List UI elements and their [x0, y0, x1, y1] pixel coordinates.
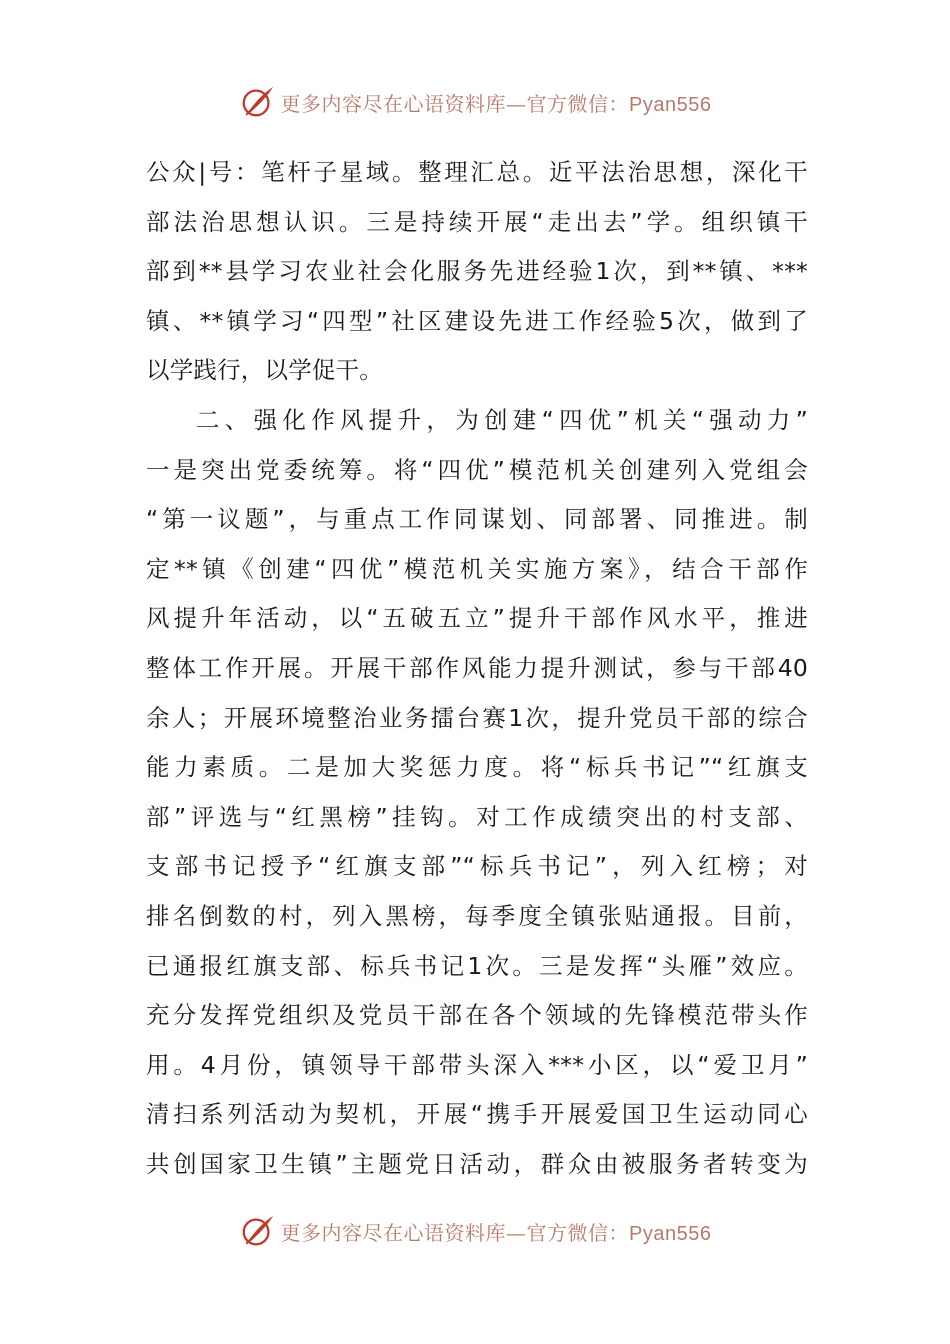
quill-logo-icon: [239, 1212, 277, 1250]
quill-logo-icon: [239, 83, 277, 121]
body-line: 整体工作开展。开展干部作风能力提升测试，参与干部40: [146, 653, 808, 682]
section-heading: 二、强化作风提升，为创建“四优”机关“强动力”: [196, 405, 808, 434]
body-line: 部”评选与“红黑榜”挂钩。对工作成绩突出的村支部、: [146, 802, 808, 831]
body-line: 镇、**镇学习“四型”社区建设先进工作经验5次，做到了: [146, 306, 808, 335]
header-banner-inner: [239, 83, 712, 121]
body-line: 共创国家卫生镇”主题党日活动，群众由被服务者转变为: [146, 1149, 808, 1178]
footer-banner: [0, 1211, 950, 1251]
document-body: [146, 148, 808, 1189]
body-line: 已通报红旗支部、标兵书记1次。三是发挥“头雁”效应。: [146, 951, 808, 980]
body-line: 定**镇《创建“四优”模范机关实施方案》，结合干部作: [146, 554, 808, 583]
body-line: 以学践行，以学促干。: [146, 356, 383, 385]
body-line: 排名倒数的村，列入黑榜，每季度全镇张贴通报。目前，: [146, 901, 808, 930]
footer-banner-inner: [239, 1212, 712, 1250]
body-line: 能力素质。二是加大奖惩力度。将“标兵书记”“红旗支: [146, 753, 808, 782]
header-banner-text: [281, 88, 712, 117]
body-line: 一是突出党委统筹。将“四优”模范机关创建列入党组会: [146, 455, 808, 484]
footer-banner-text: [281, 1217, 712, 1246]
body-line: 充分发挥党组织及党员干部在各个领域的先锋模范带头作: [146, 1001, 808, 1030]
header-banner: [0, 82, 950, 122]
body-line: “第一议题”，与重点工作同谋划、同部署、同推进。制: [146, 505, 808, 534]
body-line: 公众|号：笔杆子星域。整理汇总。近平法治思想，深化干: [146, 158, 808, 186]
footer-banner-id: Pyan556: [629, 1222, 712, 1245]
body-line: 余人；开展环境整治业务擂台赛1次，提升党员干部的综合: [146, 703, 808, 732]
header-banner-id: Pyan556: [629, 93, 712, 116]
body-line: 风提升年活动，以“五破五立”提升干部作风水平，推进: [146, 604, 808, 633]
body-line: 用。4月份，镇领导干部带头深入***小区，以“爱卫月”: [146, 1050, 808, 1079]
body-line: 支部书记授予“红旗支部”“标兵书记”，列入红榜；对: [146, 852, 808, 881]
footer-banner-label: 更多内容尽在心语资料库—官方微信：: [280, 1220, 630, 1245]
body-line: 部法治思想认识。三是持续开展“走出去”学。组织镇干: [146, 207, 808, 236]
header-banner-label: 更多内容尽在心语资料库—官方微信：: [280, 91, 630, 116]
body-line: 清扫系列活动为契机，开展“携手开展爱国卫生运动同心: [146, 1100, 808, 1129]
body-line: 部到**县学习农业社会化服务先进经验1次，到**镇、***: [146, 257, 808, 286]
